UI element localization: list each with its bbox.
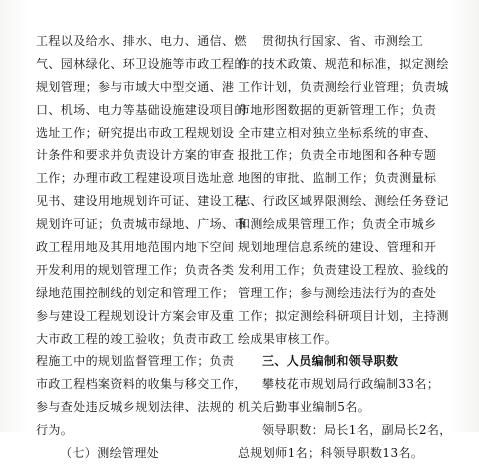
text-line: 地图的审批、监制工作；负责测量标	[238, 171, 437, 186]
text-line: 工作计划，负责测绘行业管理；负责城	[238, 79, 449, 94]
text-line: 作的技术政策、规范和标准，拟定测绘	[238, 56, 449, 71]
text-line: 全市建立相对独立坐标系统的审查、	[238, 125, 437, 140]
text-line: 总规划师1名；科领导职数13名。	[238, 446, 424, 461]
text-line: 行为。	[36, 423, 74, 438]
text-line: 程施工中的规划监督管理工作；负责	[36, 354, 235, 369]
text-line: 志、行政区域界限测绘、测绘任务登记	[238, 194, 449, 209]
text-line: 见书、建设用地规划许可证、建设工程	[36, 194, 247, 209]
text-line: 管理工作；参与测绘违法行为的查处	[238, 285, 437, 300]
text-line: 规划管理；参与市域大中型交通、港	[36, 79, 235, 94]
text-line: 口、机场、电力等基础设施建设项目的	[36, 102, 247, 117]
text-line: 规划地理信息系统的建设、管理和开	[238, 240, 437, 255]
text-line: 参与查处违反城乡规划法律、法规的	[36, 400, 235, 415]
text-line: 政工程用地及其用地范围内地下空间	[36, 240, 235, 255]
text-line: 大市政工程的竣工验收；负责市政工	[36, 331, 235, 346]
text-line: 气、园林绿化、环卫设施等市政工程的	[36, 56, 247, 71]
text-line: 领导职数：局长1名，副局长2名，	[262, 423, 452, 438]
text-line: 发利用工作；负责建设工程放、验线的	[238, 262, 449, 277]
text-line: 开发利用的规划管理工作；负责各类	[36, 262, 235, 277]
text-line: 计条件和要求并负责设计方案的审查	[36, 148, 235, 163]
text-line: 市地形图数据的更新管理工作；负责	[238, 102, 437, 117]
section-heading-surveying: （七）测绘管理处	[60, 446, 160, 461]
text-line: 和测绘成果管理工作；负责全市城乡	[238, 217, 437, 232]
text-line: 工作；办理市政工程建设项目选址意	[36, 171, 235, 186]
text-line: 贯彻执行国家、省、市测绘工	[262, 34, 424, 48]
text-line: 工程以及给水、排水、电力、通信、燃	[36, 34, 247, 48]
text-line: 绘成果审核工作。	[238, 331, 338, 346]
left-column	[36, 30, 247, 465]
text-line: 攀枝花市规划局行政编制33名；	[262, 377, 440, 392]
text-line: 报批工作；负责全市地图和各种专题	[238, 148, 437, 163]
text-line: 选址工作；研究提出市政工程规划设	[36, 125, 235, 140]
text-line: 工作；拟定测绘科研项目计划，主持测	[238, 308, 449, 323]
right-column	[238, 30, 452, 465]
text-line: 市政工程档案资料的收集与移交工作，	[36, 377, 247, 392]
text-line: 绿地范围控制线的划定和管理工作；	[36, 285, 235, 300]
text-line: 规划许可证；负责城市绿地、广场、市	[36, 217, 247, 232]
text-line: 参与建设工程规划设计方案会审及重	[36, 308, 235, 323]
section-heading-staffing: 三、人员编制和领导职数	[262, 354, 399, 369]
text-line: 机关后勤事业编制5名。	[238, 400, 371, 415]
